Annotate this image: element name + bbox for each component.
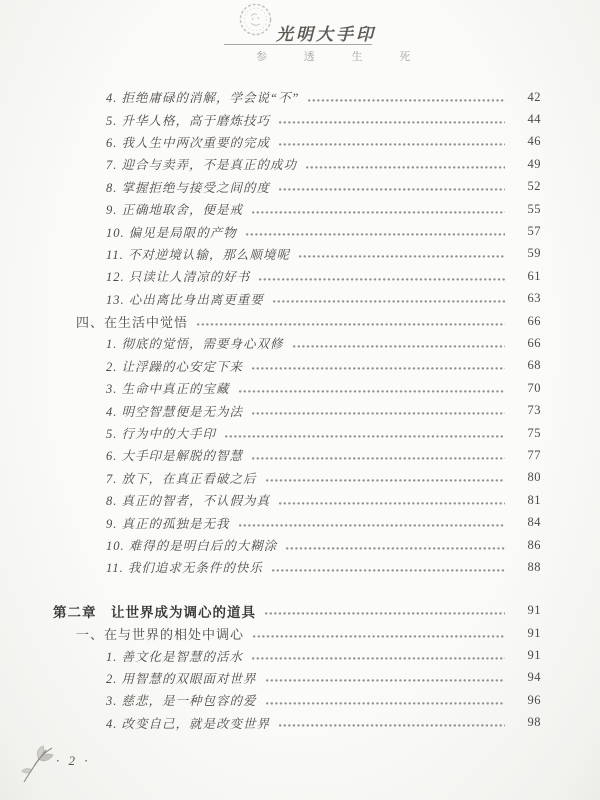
- toc-entry: [0, 444, 541, 466]
- toc-entry: [0, 644, 541, 666]
- toc-entry-label: 2. 让浮躁的心安定下来: [106, 359, 244, 374]
- toc-entry: [0, 667, 541, 689]
- publisher-seal-icon: [238, 2, 273, 37]
- toc-entry-label: 11. 不对逆境认输，那么顺境呢: [106, 247, 290, 262]
- toc-entry-page: 75: [527, 425, 541, 440]
- toc-entry-label: 5. 行为中的大手印: [106, 427, 217, 442]
- toc-entry-label: 2. 用智慧的双眼面对世界: [106, 671, 257, 686]
- toc-entry-page: 70: [527, 380, 541, 395]
- toc-entry-label: 7. 放下，在真正看破之后: [106, 471, 257, 486]
- toc-entry-page: 80: [527, 470, 541, 485]
- toc-dot-leader: [308, 99, 505, 102]
- toc-entry-label: 8. 真正的智者，不认假为真: [106, 494, 271, 509]
- toc-entry: [0, 600, 541, 622]
- toc-entry-label: 10. 难得的是明白后的大糊涂: [106, 539, 278, 553]
- toc-dot-leader: [273, 300, 505, 303]
- toc-dot-leader: [252, 211, 505, 214]
- toc-dot-leader: [252, 457, 505, 460]
- toc-dot-leader: [279, 188, 505, 191]
- toc-entry-label: 11. 我们追求无条件的快乐: [106, 561, 263, 576]
- toc-dot-leader: [197, 323, 505, 326]
- toc-entry: [0, 265, 541, 287]
- toc-entry-page: 68: [527, 358, 541, 373]
- toc-dot-leader: [253, 635, 505, 638]
- toc-dot-leader: [266, 479, 505, 482]
- toc-entry-label: 一、在与世界的相处中调心: [76, 626, 245, 642]
- toc-entry: [0, 399, 541, 421]
- toc-entry: [0, 310, 541, 332]
- toc-dot-leader: [299, 255, 505, 258]
- toc-entry-page: 63: [527, 291, 541, 306]
- toc-entry-page: 57: [527, 224, 541, 239]
- toc-entry-label: 5. 升华人格，高于磨炼技巧: [106, 113, 271, 128]
- toc-entry-page: 84: [527, 515, 541, 530]
- toc-entry-label: 9. 正确地取舍，便是戒: [106, 203, 244, 218]
- toc-dot-leader: [279, 502, 505, 505]
- toc-entry: [0, 511, 541, 533]
- toc-dot-leader: [279, 724, 505, 727]
- toc-dot-leader: [259, 278, 505, 281]
- toc-entry: [0, 489, 541, 511]
- toc-entry-page: 59: [527, 246, 541, 261]
- toc-dot-leader: [246, 233, 505, 236]
- toc-dot-leader: [286, 547, 505, 550]
- toc-entry: [0, 220, 541, 242]
- toc-dot-leader: [279, 143, 505, 146]
- toc-dot-leader: [293, 345, 505, 348]
- toc-entry: [0, 622, 541, 644]
- toc-dot-leader: [239, 524, 505, 527]
- toc-entry-label: 7. 迎合与卖弄，不是真正的成功: [106, 158, 298, 173]
- toc-entry-label: 3. 生命中真正的宝藏: [106, 382, 230, 397]
- toc-entry: [0, 86, 541, 108]
- toc-entry-page: 46: [527, 134, 541, 149]
- toc-dot-leader: [252, 657, 505, 660]
- toc-entry-page: 94: [527, 670, 541, 685]
- toc-entry-page: 91: [527, 603, 541, 618]
- toc-entry-page: 88: [527, 559, 541, 574]
- toc-entry-label: 4. 改变自己，就是改变世界: [106, 716, 271, 731]
- toc-entry: [0, 712, 541, 734]
- toc-entry-page: 91: [527, 625, 541, 640]
- toc-entry: [0, 176, 541, 198]
- toc-dot-leader: [252, 367, 505, 370]
- toc-entry: [0, 108, 541, 130]
- toc-entry-label: 6. 我人生中两次重要的完成: [106, 135, 271, 150]
- toc-dot-leader: [252, 412, 505, 415]
- toc-entry: [0, 355, 541, 377]
- toc-dot-leader: [279, 121, 505, 124]
- toc-entry: [0, 243, 541, 265]
- toc-entry-page: 66: [527, 335, 541, 350]
- toc-entry: [0, 467, 541, 489]
- toc-entry-label: 4. 明空智慧便是无为法: [106, 404, 244, 419]
- toc-entry-label: 4. 拒绝庸碌的消解，学会说“不”: [106, 91, 300, 106]
- page-number: · 2 ·: [56, 753, 91, 768]
- toc-dot-leader: [266, 679, 505, 682]
- toc-entry: [0, 534, 541, 556]
- toc-entry-label: 13. 心出离比身出离更重要: [106, 292, 264, 307]
- toc-entry-page: 49: [527, 156, 541, 171]
- toc-dot-leader: [239, 390, 505, 393]
- book-subtitle: 参 透 生 死: [256, 51, 428, 63]
- toc-entry-page: 44: [527, 112, 541, 127]
- toc-entry-label: 9. 真正的孤独是无我: [106, 516, 230, 531]
- toc-entry-page: 98: [527, 715, 541, 730]
- toc-dot-leader: [306, 166, 505, 169]
- toc-entry-page: 91: [527, 648, 541, 663]
- toc-entry-label: 8. 掌握拒绝与接受之间的度: [106, 180, 271, 195]
- toc-entry-label: 1. 善文化是智慧的活水: [106, 649, 244, 664]
- header-divider: [224, 44, 372, 45]
- toc-entry-label: 第二章 让世界成为调心的道具: [53, 604, 256, 620]
- toc-entry-label: 3. 慈悲，是一种包容的爱: [106, 694, 257, 709]
- toc-entry: [0, 689, 541, 711]
- book-title: 光明大手印: [276, 25, 376, 44]
- toc-entry: [0, 153, 541, 175]
- toc-entry-label: 12. 只读让人清凉的好书: [106, 270, 251, 285]
- toc-entry: [0, 131, 541, 153]
- toc-entry-page: 73: [527, 403, 541, 418]
- toc-entry: [0, 198, 541, 220]
- toc-entry: [0, 556, 541, 578]
- toc-entry-page: 96: [527, 692, 541, 707]
- toc-entry-label: 四、在生活中觉悟: [76, 314, 189, 330]
- toc-entry-label: 10. 偏见是局限的产物: [106, 225, 237, 240]
- toc-dot-leader: [272, 569, 505, 572]
- toc-entry-page: 86: [527, 537, 541, 552]
- toc-dot-leader: [266, 702, 505, 705]
- toc-entry-label: 1. 彻底的觉悟，需要身心双修: [106, 337, 284, 352]
- table-of-contents: [0, 86, 541, 734]
- toc-entry-page: 77: [527, 447, 541, 462]
- toc-entry-page: 42: [527, 89, 541, 104]
- toc-entry-page: 52: [527, 179, 541, 194]
- toc-entry-label: 6. 大手印是解脱的智慧: [106, 449, 244, 464]
- toc-entry: [0, 332, 541, 354]
- toc-entry: [0, 422, 541, 444]
- toc-entry-page: 81: [527, 492, 541, 507]
- toc-entry-page: 66: [527, 313, 541, 328]
- toc-entry: [0, 288, 541, 310]
- toc-entry: [0, 377, 541, 399]
- toc-entry-page: 61: [527, 268, 541, 283]
- toc-entry-page: 55: [527, 201, 541, 216]
- toc-dot-leader: [225, 435, 505, 438]
- toc-dot-leader: [265, 612, 505, 615]
